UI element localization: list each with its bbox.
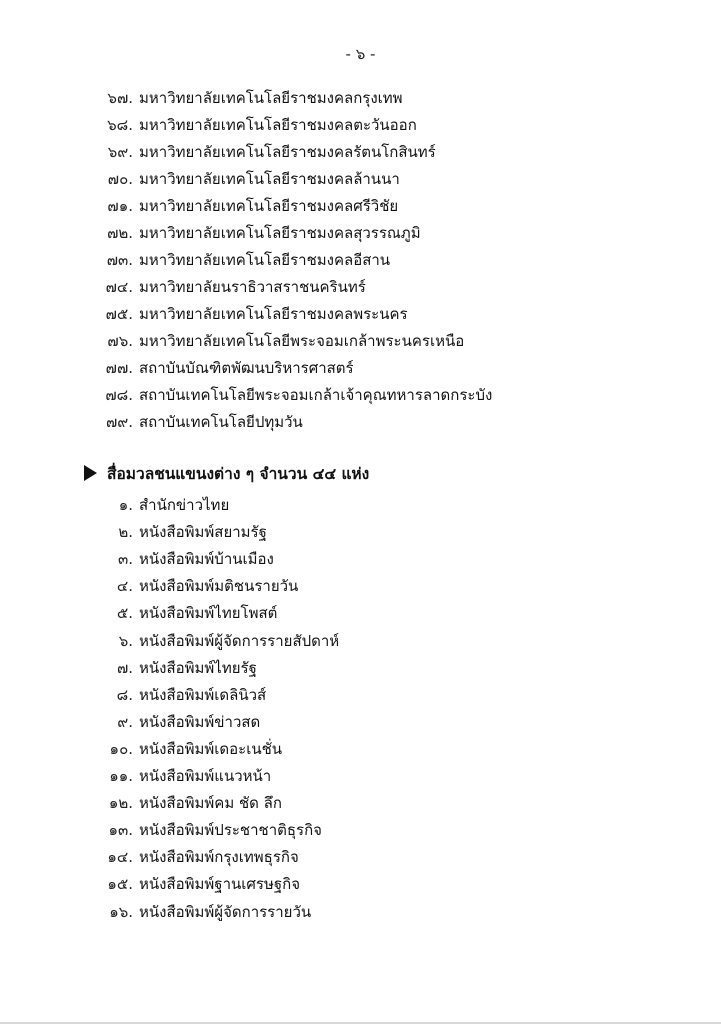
list-item-number: ๑๓. <box>108 821 133 840</box>
list-item <box>0 113 417 137</box>
list-item-number: ๑๐. <box>109 739 133 758</box>
list-item <box>0 194 398 218</box>
list-item-text: มหาวิทยาลัยเทคโนโลยีราชมงคลพระนคร <box>139 305 408 323</box>
list-item-text: หนังสือพิมพ์ฐานเศรษฐกิจ <box>139 875 300 894</box>
list-item-number: ๗๐. <box>107 170 133 188</box>
list-item <box>0 629 339 653</box>
list-item <box>0 764 271 788</box>
list-item-number: ๑๔. <box>107 848 133 867</box>
list-item-text: มหาวิทยาลัยเทคโนโลยีราชมงคลตะวันออก <box>139 116 417 134</box>
list-item-text: สถาบันเทคโนโลยีพระจอมเกล้าเจ้าคุณทหารลาดกระบัง <box>139 386 493 404</box>
list-item <box>0 656 257 680</box>
list-item-number: ๗๔. <box>105 278 133 296</box>
list-item-number: ๘. <box>116 685 133 704</box>
list-item-number: ๑๑. <box>109 767 133 785</box>
list-item-text: หนังสือพิมพ์ไทยรัฐ <box>139 658 257 677</box>
list-item <box>0 737 282 761</box>
list-item-text: หนังสือพิมพ์แนวหน้า <box>139 767 272 785</box>
list-item-number: ๖๘. <box>107 116 133 134</box>
list-item-text: มหาวิทยาลัยเทคโนโลยีราชมงคลรัตนโกสินทร์ <box>139 143 436 161</box>
list-item-text: มหาวิทยาลัยเทคโนโลยีราชมงคลศรีวิชัย <box>139 197 399 215</box>
list-item <box>0 574 298 598</box>
list-item <box>0 900 311 924</box>
list-item <box>0 356 354 380</box>
list-item <box>0 493 229 517</box>
list-item-number: ๒. <box>118 523 133 542</box>
section-heading <box>84 460 369 488</box>
list-item-number: ๑๒. <box>108 794 133 813</box>
list-item-text: หนังสือพิมพ์กรุงเทพธุรกิจ <box>139 848 299 867</box>
list-item <box>0 275 366 299</box>
list-item-text: หนังสือพิมพ์คม ชัด ลึก <box>139 794 282 813</box>
list-item <box>0 221 421 245</box>
list-item-text: หนังสือพิมพ์ผู้จัดการรายสัปดาห์ <box>139 631 340 650</box>
list-item-text: หนังสือพิมพ์สยามรัฐ <box>139 523 267 542</box>
list-item-number: ๖. <box>118 631 133 650</box>
list-item-text: หนังสือพิมพ์ประชาชาติธุรกิจ <box>139 821 322 840</box>
list-item-number: ๗๙. <box>105 413 133 431</box>
list-item-number: ๗๒. <box>107 224 133 242</box>
list-item-text: หนังสือพิมพ์บ้านเมือง <box>139 550 274 569</box>
list-item-text: มหาวิทยาลัยนราธิวาสราชนครินทร์ <box>139 278 366 296</box>
list-item-number: ๑๕. <box>107 875 133 894</box>
list-item <box>0 601 277 625</box>
list-item-number: ๗๕. <box>105 305 133 323</box>
list-item-text: หนังสือพิมพ์เดลินิวส์ <box>139 685 267 704</box>
list-item <box>0 302 408 326</box>
list-item <box>0 383 492 407</box>
list-item-text: หนังสือพิมพ์ผู้จัดการรายวัน <box>139 902 312 921</box>
section-heading-text: สื่อมวลชนแขนงต่าง ๆ จำนวน ๔๔ แห่ง <box>107 465 370 483</box>
page-number: - ๖ - <box>345 45 376 63</box>
list-item-number: ๖๗. <box>107 89 133 107</box>
list-item-text: มหาวิทยาลัยเทคโนโลยีราชมงคลสุวรรณภูมิ <box>139 224 421 242</box>
list-item-number: ๓. <box>117 550 133 569</box>
list-item <box>0 248 390 272</box>
list-item <box>0 845 299 869</box>
list-item-number: ๙. <box>117 712 133 731</box>
list-item <box>0 140 436 164</box>
list-item-number: ๗๗. <box>105 359 133 377</box>
list-item-text: หนังสือพิมพ์ข่าวสด <box>139 712 261 731</box>
list-item <box>0 683 266 707</box>
list-item-number: ๖๙. <box>107 143 133 161</box>
list-item <box>0 167 400 191</box>
list-item <box>0 710 260 734</box>
list-item-number: ๑. <box>118 496 133 514</box>
list-item <box>0 520 267 544</box>
list-item-text: มหาวิทยาลัยเทคโนโลยีราชมงคลอีสาน <box>139 251 391 269</box>
list-item-number: ๔. <box>116 577 133 596</box>
list-item <box>0 791 282 815</box>
list-item-text: หนังสือพิมพ์เดอะเนชั่น <box>139 739 283 758</box>
list-item <box>0 547 274 571</box>
list-item-text: หนังสือพิมพ์มติชนรายวัน <box>139 577 299 596</box>
arrow-bullet-icon <box>84 465 97 481</box>
list-item <box>0 872 300 896</box>
list-item-number: ๗๓. <box>106 251 133 269</box>
list-item <box>0 86 403 110</box>
list-item <box>0 818 322 842</box>
list-item <box>0 329 464 353</box>
list-item-text: สถาบันเทคโนโลยีปทุมวัน <box>139 413 303 431</box>
list-item-text: มหาวิทยาลัยเทคโนโลยีราชมงคลล้านนา <box>139 170 400 188</box>
list-item-number: ๗. <box>116 658 133 677</box>
list-item-number: ๗๘. <box>105 386 133 404</box>
list-item-number: ๗๑. <box>107 197 133 215</box>
list-item-number: ๑๖. <box>109 902 133 921</box>
list-item <box>0 410 303 434</box>
list-item-text: หนังสือพิมพ์ไทยโพสต์ <box>139 604 278 623</box>
list-item-number: ๗๖. <box>107 332 133 350</box>
list-item-number: ๕. <box>116 604 133 623</box>
list-item-text: สำนักข่าวไทย <box>139 496 230 514</box>
list-item-text: มหาวิทยาลัยเทคโนโลยีพระจอมเกล้าพระนครเหนือ <box>139 332 465 350</box>
list-item-text: มหาวิทยาลัยเทคโนโลยีราชมงคลกรุงเทพ <box>139 89 403 107</box>
list-item-text: สถาบันบัณฑิตพัฒนบริหารศาสตร์ <box>139 359 354 377</box>
